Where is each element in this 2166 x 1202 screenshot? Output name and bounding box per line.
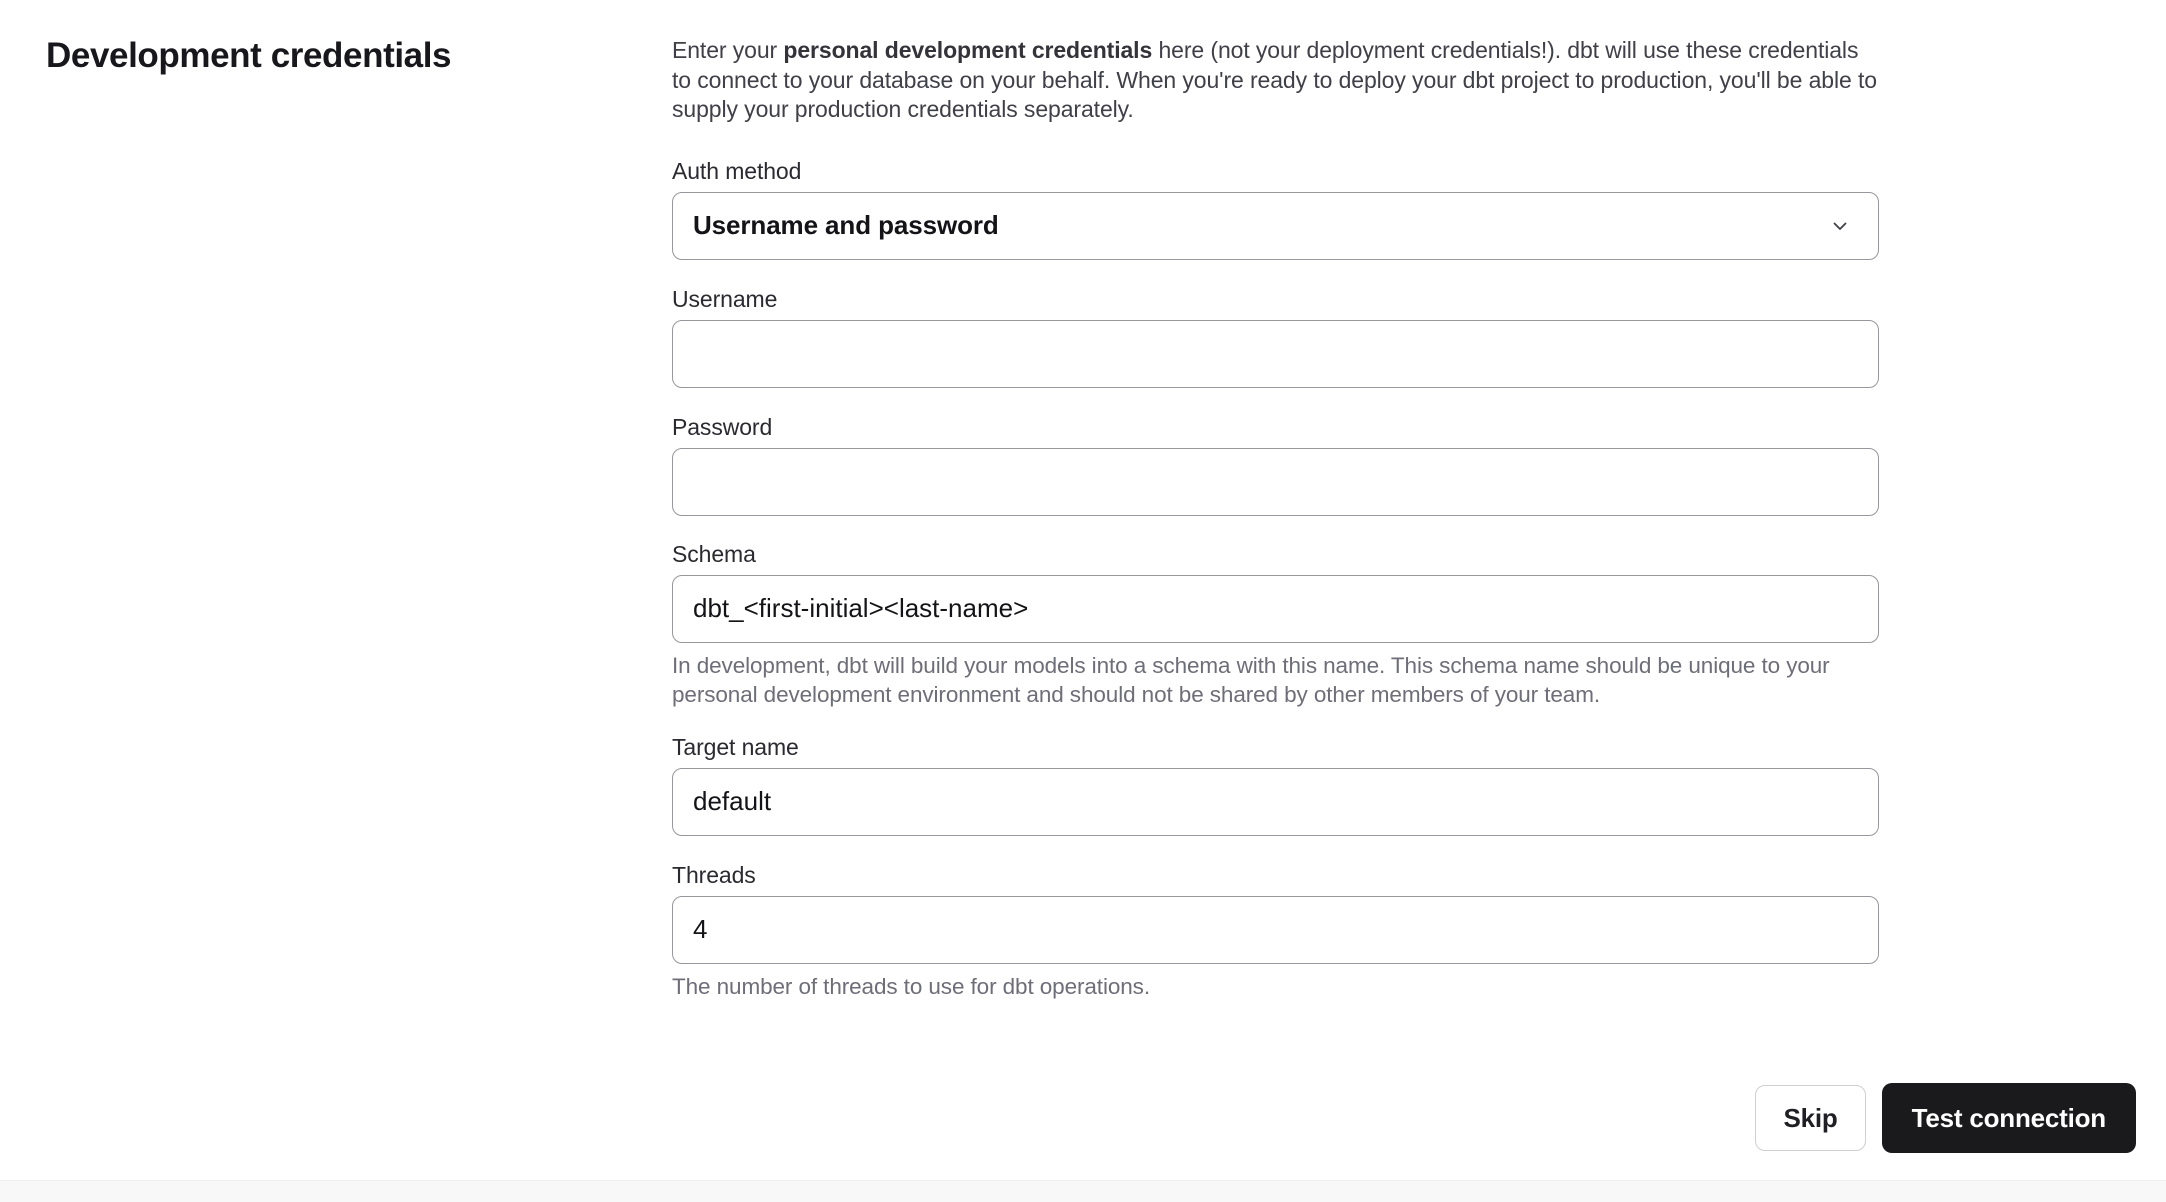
auth-method-selected-value: Username and password [693,210,999,240]
auth-method-select[interactable] [672,192,1879,260]
schema-input[interactable] [672,575,1879,643]
threads-field [672,862,1879,1002]
intro-paragraph [672,36,1879,125]
page-title: Development credentials [46,36,452,75]
skip-button[interactable]: Skip [1755,1085,1865,1151]
schema-field [672,541,1879,710]
target-name-label: Target name [672,733,799,760]
schema-label: Schema [672,540,756,567]
username-input[interactable] [672,320,1879,388]
intro-prefix: Enter your [672,37,784,63]
username-field [672,286,1879,388]
password-input[interactable] [672,448,1879,516]
username-label: Username [672,285,778,312]
bottom-edge-strip [0,1180,2166,1202]
target-name-field [672,734,1879,836]
auth-method-field [672,158,1879,260]
schema-helper-text: In development, dbt will build your models into a schema with this name. This schema name should be unique to your personal development environment and should not be shared by other members of your team. [672,652,1830,707]
threads-input[interactable] [672,896,1879,964]
chevron-down-icon [1828,214,1852,238]
threads-helper-text: The number of threads to use for dbt operations. [672,973,1150,999]
target-name-input[interactable] [672,768,1879,836]
intro-suffix: here (not your deployment credentials!). dbt will use these credentials to connect to your database on your behalf. When you're ready to deploy your dbt project to production, you'll be able to supply your production credentials separately. [672,37,1877,122]
password-field [672,414,1879,516]
auth-method-label: Auth method [672,157,802,184]
threads-label: Threads [672,861,756,888]
test-connection-button[interactable]: Test connection [1882,1083,2136,1153]
title-column [46,34,672,1202]
password-label: Password [672,413,773,440]
intro-bold-phrase: personal development credentials [783,37,1153,63]
form-actions [1755,1083,2136,1153]
credentials-form [672,34,1879,1202]
